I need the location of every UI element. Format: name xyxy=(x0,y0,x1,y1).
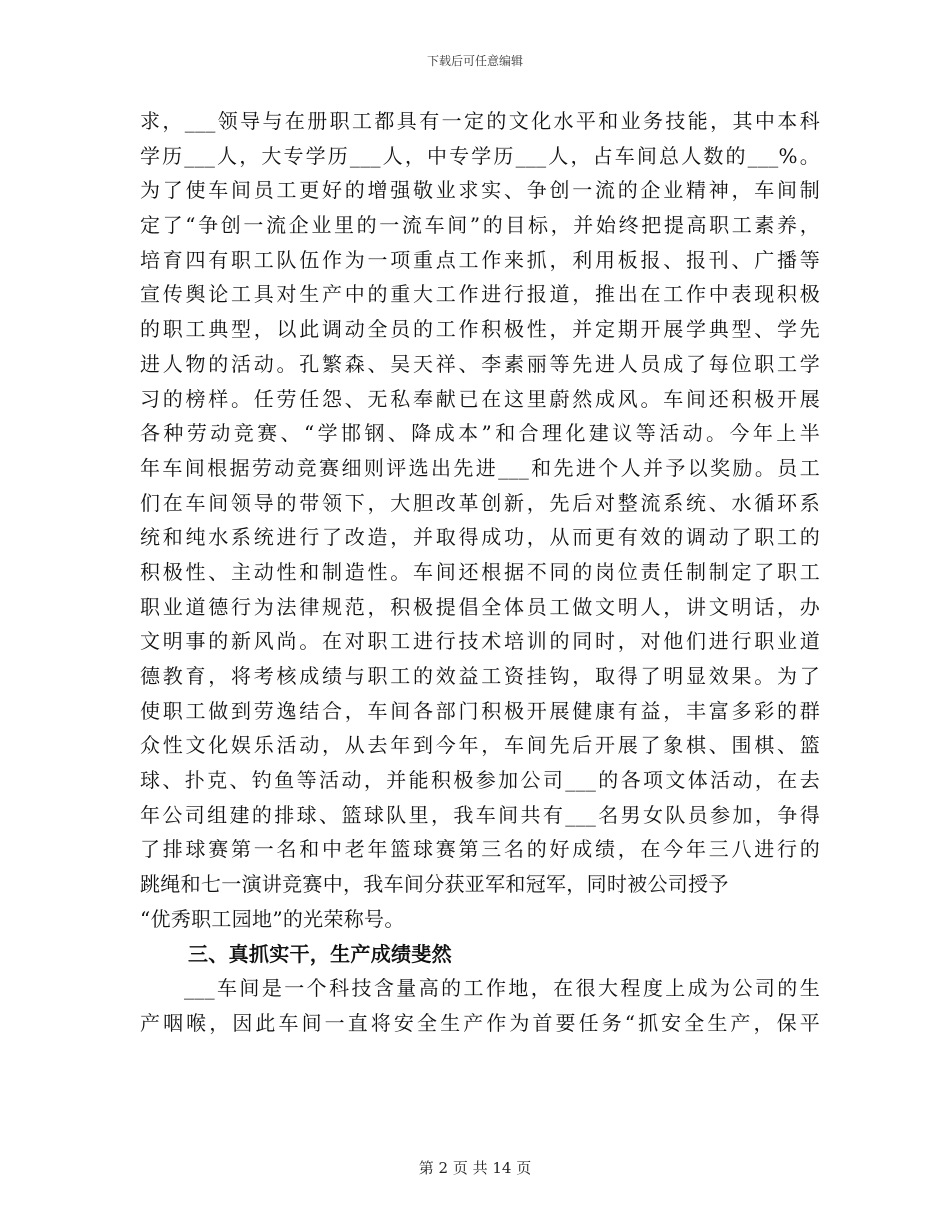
body-line: 的职工典型，以此调动全员的工作积极性，并定期开展学典型、学先 xyxy=(140,317,820,342)
body-line: 各种劳动竞赛、“学邯钢、降成本”和合理化建议等活动。今年上半 xyxy=(140,421,820,446)
body-line: 习的榜样。任劳任怨、无私奉献已在这里蔚然成风。车间还积极开展 xyxy=(140,386,820,411)
body-line: 学历___人，大专学历___人，中专学历___人，占车间总人数的___%。 xyxy=(140,143,820,168)
body-line: “优秀职工园地”的光荣称号。 xyxy=(140,906,405,931)
body-line: 定了“争创一流企业里的一流车间”的目标，并始终把提高职工素养， xyxy=(140,213,820,238)
body-line: 众性文化娱乐活动，从去年到今年，车间先后开展了象棋、围棋、篮 xyxy=(140,733,820,758)
section-heading: 三、真抓实干，生产成绩斐然 xyxy=(188,941,452,966)
body-line: 职业道德行为法律规范，积极提倡全体员工做文明人，讲文明话，办 xyxy=(140,594,820,619)
body-line: 求，___领导与在册职工都具有一定的文化水平和业务技能，其中本科 xyxy=(140,109,820,133)
body-line: ___车间是一个科技含量高的工作地，在很大程度上成为公司的生 xyxy=(184,976,820,1001)
body-line: 了排球赛第一名和中老年篮球赛第三名的好成绩，在今年三八进行的 xyxy=(140,837,820,862)
body-line: 统和纯水系统进行了改造，并取得成功，从而更有效的调动了职工的 xyxy=(140,525,820,550)
body-line: 培育四有职工队伍作为一项重点工作来抓，利用板报、报刊、广播等 xyxy=(140,247,820,272)
body-line: 年公司组建的排球、篮球队里，我车间共有___名男女队员参加，争得 xyxy=(140,802,820,827)
body-line: 产咽喉，因此车间一直将安全生产作为首要任务“抓安全生产，保平 xyxy=(140,1010,820,1035)
body-line: 年车间根据劳动竞赛细则评选出先进___和先进个人并予以奖励。员工 xyxy=(140,455,820,480)
body-line: 宣传舆论工具对生产中的重大工作进行报道，推出在工作中表现积极 xyxy=(140,282,820,307)
body-line: 积极性、主动性和制造性。车间还根据不同的岗位责任制制定了职工 xyxy=(140,559,820,584)
page-footer: 第 2 页 共 14 页 xyxy=(418,1159,532,1177)
body-line: 球、扑克、钓鱼等活动，并能积极参加公司___的各项文体活动，在去 xyxy=(140,768,820,793)
body-line: 进人物的活动。孔繁森、吴天祥、李素丽等先进人员成了每位职工学 xyxy=(140,351,820,376)
page-header: 下载后可任意编辑 xyxy=(426,54,523,68)
document-body xyxy=(140,104,820,1041)
body-line: 为了使车间员工更好的增强敬业求实、争创一流的企业精神，车间制 xyxy=(140,178,820,203)
body-line: 跳绳和七一演讲竞赛中，我车间分获亚军和冠军，同时被公司授予 xyxy=(140,872,729,897)
body-line: 们在车间领导的带领下，大胆改革创新，先后对整流系统、水循环系 xyxy=(140,490,820,515)
body-line: 文明事的新风尚。在对职工进行技术培训的同时，对他们进行职业道 xyxy=(140,629,820,654)
body-line: 使职工做到劳逸结合，车间各部门积极开展健康有益，丰富多彩的群 xyxy=(140,698,820,723)
body-line: 德教育，将考核成绩与职工的效益工资挂钩，取得了明显效果。为了 xyxy=(140,664,820,688)
